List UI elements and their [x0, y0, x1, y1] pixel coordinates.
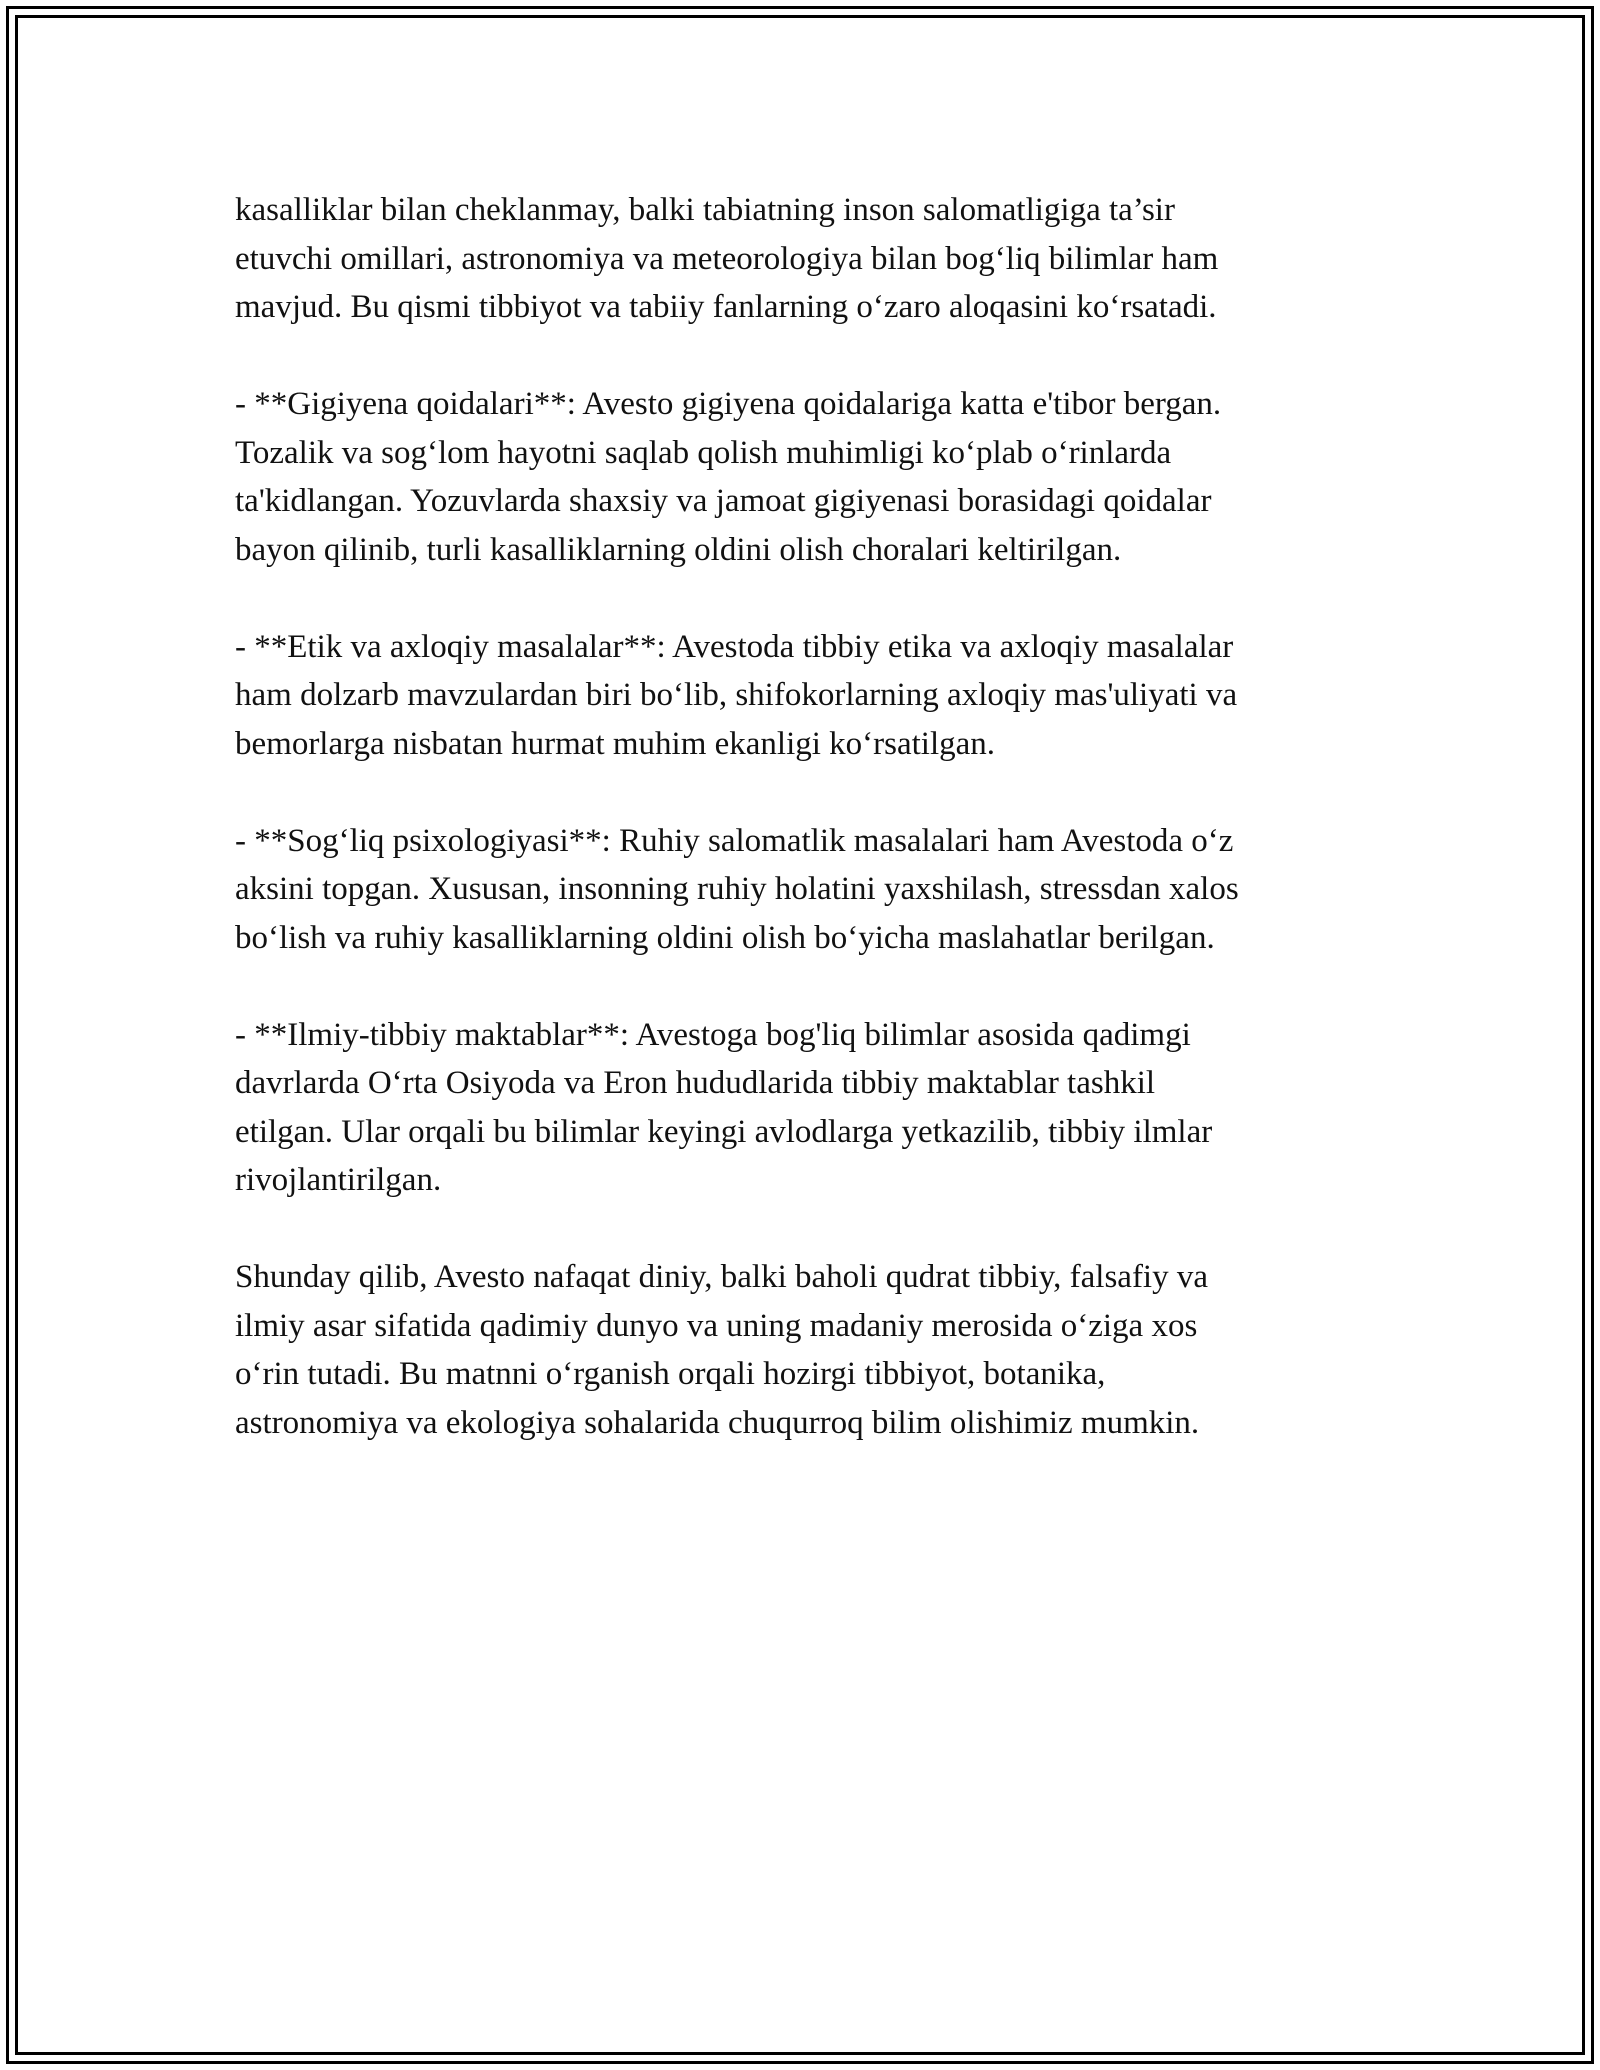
text-line: Tozalik va sog‘lom hayotni saqlab qolish muhimligi ko‘plab o‘rinlarda [235, 434, 1172, 471]
text-line: bayon qilinib, turli kasalliklarning oldini olish choralari keltirilgan. [235, 531, 1122, 568]
text-line: etuvchi omillari, astronomiya va meteorologiya bilan bog‘liq bilimlar ham [235, 240, 1219, 277]
paragraph-hygiene [235, 380, 1375, 574]
paragraph-psychology [235, 817, 1375, 963]
text-line: kasalliklar bilan cheklanmay, balki tabiatning inson salomatligiga ta’sir [235, 192, 1175, 228]
text-line: o‘rin tutadi. Bu matnni o‘rganish orqali hozirgi tibbiyot, botanika, [235, 1356, 1106, 1392]
text-line: rivojlantirilgan. [235, 1162, 442, 1198]
text-line: etilgan. Ular orqali bu bilimlar keyingi avlodlarga yetkazilib, tibbiy ilmlar [235, 1113, 1213, 1150]
text-line: - **Gigiyena qoidalari**: Avesto gigiyena qoidalariga katta e'tibor bergan. [235, 386, 1222, 422]
text-line: bemorlarga nisbatan hurmat muhim ekanligi ko‘rsatilgan. [235, 725, 996, 762]
text-line: - **Ilmiy-tibbiy maktablar**: Avestoga bog'liq bilimlar asosida qadimgi [235, 1016, 1191, 1053]
text-line: mavjud. Bu qismi tibbiyot va tabiiy fanlarning o‘zaro aloqasini ko‘rsatadi. [235, 289, 1217, 325]
text-line: ham dolzarb mavzulardan biri bo‘lib, shifokorlarning axloqiy mas'uliyati va [235, 677, 1238, 713]
paragraph-intro [235, 186, 1375, 332]
document-body [235, 186, 1375, 1496]
text-line: bo‘lish va ruhiy kasalliklarning oldini olish bo‘yicha maslahatlar berilgan. [235, 919, 1215, 956]
text-line: ilmiy asar sifatida qadimiy dunyo va uning madaniy merosida o‘ziga xos [235, 1307, 1198, 1344]
text-line: davrlarda O‘rta Osiyoda va Eron hududlarida tibbiy maktablar tashkil [235, 1065, 1156, 1101]
text-line: aksini topgan. Xususan, insonning ruhiy holatini yaxshilash, stressdan xalos [235, 871, 1239, 907]
paragraph-ethics [235, 623, 1375, 769]
paragraph-schools [235, 1011, 1375, 1205]
text-line: - **Sog‘liq psixologiyasi**: Ruhiy salomatlik masalalari ham Avestoda o‘z [235, 822, 1234, 859]
text-line: ta'kidlangan. Yozuvlarda shaxsiy va jamoat gigiyenasi borasidagi qoidalar [235, 483, 1212, 519]
text-line: - **Etik va axloqiy masalalar**: Avestoda tibbiy etika va axloqiy masalalar [235, 628, 1234, 665]
text-line: astronomiya va ekologiya sohalarida chuqurroq bilim olishimiz mumkin. [235, 1404, 1200, 1441]
paragraph-conclusion [235, 1253, 1375, 1447]
text-line: Shunday qilib, Avesto nafaqat diniy, balki baholi qudrat tibbiy, falsafiy va [235, 1259, 1209, 1295]
